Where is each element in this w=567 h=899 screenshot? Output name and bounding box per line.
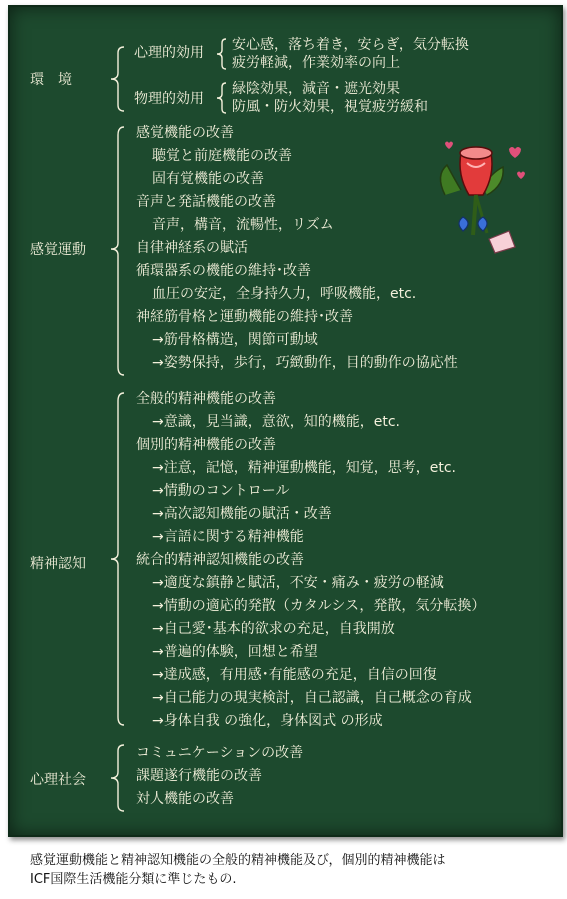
mental-line: →達成感，有用感･有能感の充足，自信の回復 [152, 667, 437, 683]
flower-bouquet-icon [425, 135, 530, 260]
section-label-mental-cognitive: 精神認知 [30, 556, 86, 572]
sensory-line: 自律神経系の賦活 [136, 240, 248, 256]
mental-line: →意識，見当識，意欲，知的機能，etc. [152, 414, 400, 430]
mental-line: 統合的精神認知機能の改善 [136, 552, 304, 568]
mental-line: →情動のコントロール [152, 483, 290, 499]
sensory-line: →姿勢保持，歩行，巧緻動作，目的動作の協応性 [152, 355, 458, 371]
section-label-sensory-motor: 感覚運動 [30, 242, 86, 258]
sensory-line: 神経筋骨格と運動機能の維持･改善 [136, 309, 353, 325]
mental-line: →言語に関する精神機能 [152, 529, 304, 545]
brace-environment [108, 45, 128, 113]
brace-psych [215, 37, 229, 71]
chalkboard [8, 5, 563, 837]
env-phys-line1: 緑陰効果，減音・遮光効果 [232, 81, 400, 97]
mental-line: 全般的精神機能の改善 [136, 391, 276, 407]
brace-sensory-motor [108, 125, 128, 377]
sensory-line: 固有覚機能の改善 [152, 171, 264, 187]
mental-line: →注意，記憶，精神運動機能，知覚，思考，etc. [152, 460, 456, 476]
env-psych-line2: 疲労軽減，作業効率の向上 [232, 55, 400, 71]
sensory-line: →筋骨格構造，関節可動域 [152, 332, 318, 348]
env-psych-line1: 安心感，落ち着き，安らぎ，気分転換 [232, 37, 469, 53]
psychosocial-line: 対人機能の改善 [136, 791, 234, 807]
psychosocial-line: 課題遂行機能の改善 [136, 768, 262, 784]
caption-line1: 感覚運動機能と精神認知機能の全般的精神機能及び，個別的精神機能は [30, 853, 446, 868]
mental-line: 個別的精神機能の改善 [136, 437, 276, 453]
sensory-line: 音声，構音，流暢性，リズム [152, 217, 334, 233]
mental-line: →高次認知機能の賦活・改善 [152, 506, 332, 522]
sensory-line: 聴覚と前庭機能の改善 [152, 148, 292, 164]
mental-line: →情動の適応的発散（カタルシス，発散，気分転換） [152, 598, 486, 614]
mental-line: →自己愛･基本的欲求の充足，自我開放 [152, 621, 395, 637]
mental-line: →普遍的体験，回想と希望 [152, 644, 318, 660]
env-psych-label: 心理的効用 [134, 45, 204, 61]
env-phys-line2: 防風・防火効果，視覚疲労緩和 [232, 99, 428, 115]
mental-line: →身体自我 の強化，身体図式 の形成 [152, 713, 383, 729]
sensory-line: 感覚機能の改善 [136, 125, 234, 141]
brace-mental-cognitive [108, 391, 128, 727]
mental-line: →適度な鎮静と賦活，不安・痛み・疲労の軽減 [152, 575, 444, 591]
brace-phys [215, 81, 229, 115]
mental-line: →自己能力の現実検討，自己認識，自己概念の育成 [152, 690, 472, 706]
sensory-line: 血圧の安定，全身持久力，呼吸機能，etc. [152, 286, 417, 302]
psychosocial-line: コミュニケーションの改善 [136, 745, 304, 761]
brace-psychosocial [108, 743, 128, 813]
sensory-line: 循環器系の機能の維持･改善 [136, 263, 311, 279]
section-label-psychosocial: 心理社会 [30, 772, 86, 788]
sensory-line: 音声と発話機能の改善 [136, 194, 276, 210]
env-phys-label: 物理的効用 [134, 91, 204, 107]
caption-line2: ICF国際生活機能分類に準じたもの. [30, 872, 237, 887]
section-label-environment: 環 境 [30, 72, 72, 88]
